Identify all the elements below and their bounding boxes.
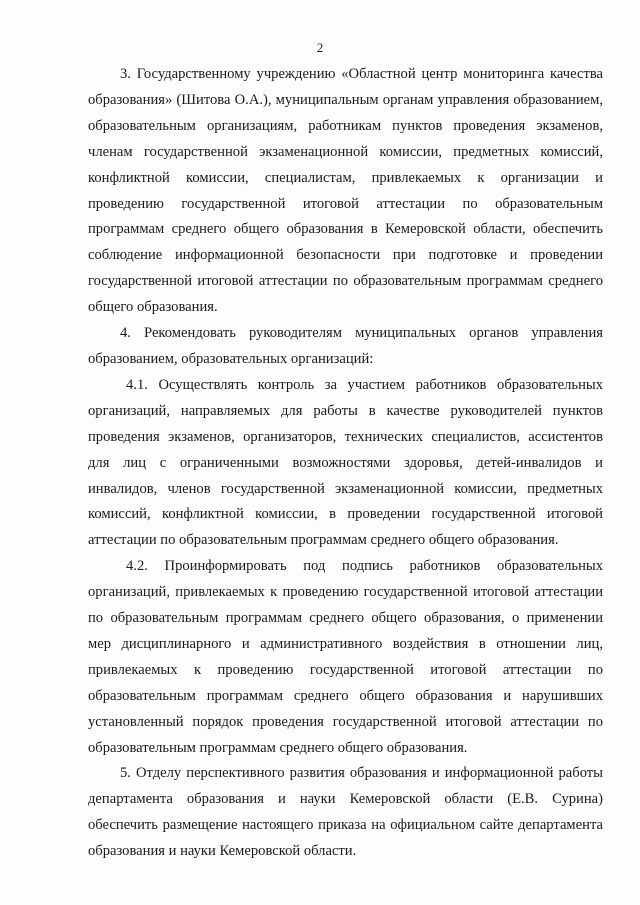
page-number: 2 xyxy=(316,40,324,55)
paragraph-5: 5. Отделу перспективного развития образования и информационной работы департамента образования и науки Кемеровской области (Е.В. Сурина) обеспечить размещение настоящего приказа на официальном сайте департамента образования и науки Кемеровской области. xyxy=(88,765,603,860)
paragraph-4-1: 4.1. Осуществлять контроль за участием работников образовательных организаций, направляемых для работы в качестве руководителей пунктов проведения экзаменов, организаторов, технических специалистов, ассистентов для лиц с ограниченными возможностями здоровья, детей-инвалидов и инвалидов, членов государственной экзаменационной комиссии, предметных комиссий, конфликтной комиссии, в проведении государственной итоговой аттестации по образовательным программам среднего общего образования. xyxy=(88,376,603,549)
document-body xyxy=(88,62,603,865)
paragraph-3: 3. Государственному учреждению «Областной центр мониторинга качества образования» (Шитова О.А.), муниципальным органам управления образованием, образовательным организациям, работникам пунктов проведения экзаменов, членам государственной экзаменационной комиссии, предметных комиссий, конфликтной комиссии, специалистам, привлекаемых к организации и проведению государственной итоговой аттестации по образовательным программам среднего общего образования в Кемеровской области, обеспечить соблюдение информационной безопасности при подготовке и проведении государственной итоговой аттестации по образовательным программам среднего общего образования. xyxy=(88,66,603,316)
paragraph-4: 4. Рекомендовать руководителям муниципальных органов управления образованием, образовательных организаций: xyxy=(88,325,603,367)
paragraph-4-2: 4.2. Проинформировать под подпись работников образовательных организаций, привлекаемых к проведению государственной итоговой аттестации по образовательным программам среднего общего образования, о применении мер дисциплинарного и административного воздействия в отношении лиц, привлекаемых к проведению государственной итоговой аттестации по образовательным программам среднего общего образования и нарушивших установленный порядок проведения государственной итоговой аттестации по образовательным программам среднего общего образования. xyxy=(88,558,603,756)
